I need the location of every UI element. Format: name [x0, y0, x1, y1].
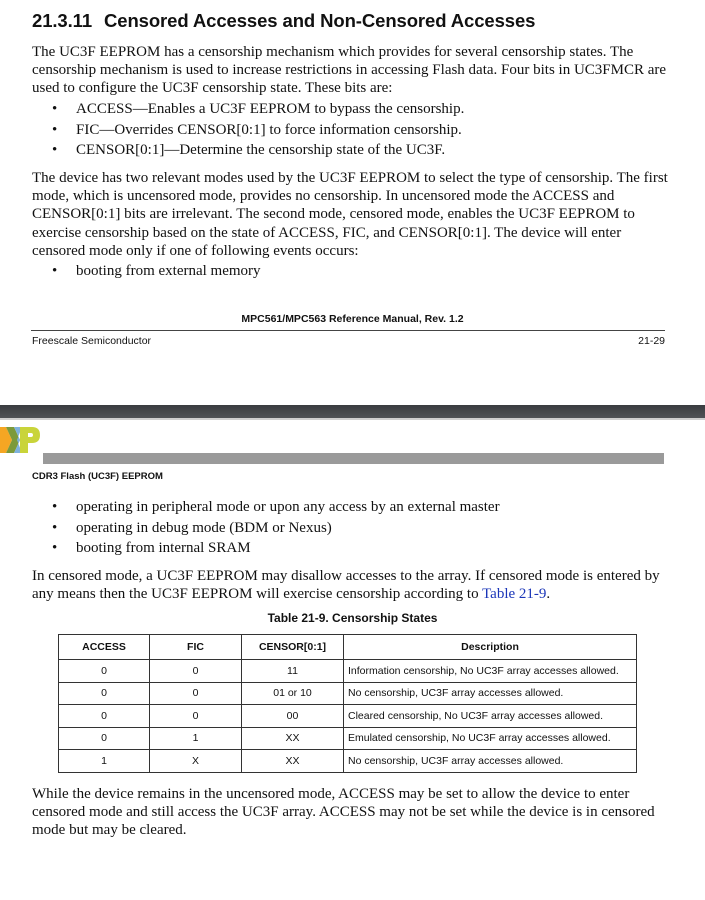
events-list: [52, 261, 261, 282]
cell-access: 0: [59, 682, 150, 705]
table-header-row: [59, 635, 637, 660]
table-row: [59, 682, 637, 705]
column-header-access: ACCESS: [59, 635, 150, 660]
cell-censor: XX: [242, 727, 344, 750]
table-21-9-link[interactable]: Table 21-9: [482, 586, 547, 603]
cell-description: Cleared censorship, No UC3F array accesses allowed.: [344, 705, 637, 728]
modes-paragraph: The device has two relevant modes used by the UC3F EEPROM to select the type of censorship. The first mode, which is uncensored mode, provides no censorship. In uncensored mode the ACCESS and CENSOR[0:1] bits are irrelevant. The second mode, censored mode, enables the UC3F EEPROM to exercise censorship based on the state of ACCESS, FIC, and CENSOR[0:1]. The device will enter censored mode only if one of following events occurs:: [32, 170, 668, 259]
page-separator: [0, 405, 705, 418]
cell-censor: 11: [242, 660, 344, 683]
column-header-description: Description: [344, 635, 637, 660]
bullet-icon: •: [52, 519, 58, 536]
cell-censor: XX: [242, 750, 344, 773]
cell-fic: 1: [150, 727, 242, 750]
cell-censor: 01 or 10: [242, 682, 344, 705]
cell-access: 0: [59, 727, 150, 750]
running-head: CDR3 Flash (UC3F) EEPROM: [32, 471, 163, 482]
cell-fic: 0: [150, 660, 242, 683]
table-row: [59, 750, 637, 773]
closing-paragraph: While the device remains in the uncensored mode, ACCESS may be set to allow the device to enter censored mode and still access the UC3F array. ACCESS may not be set while the device is in censored mode but may be cleared.: [32, 786, 655, 839]
section-heading: [32, 10, 535, 32]
censorship-states-table: [58, 634, 637, 773]
page-separator-edge: [0, 418, 705, 420]
bullet-icon: •: [52, 263, 58, 279]
events-list-continued: [52, 497, 500, 559]
cell-censor: 00: [242, 705, 344, 728]
bullet-icon: •: [52, 142, 58, 158]
list-item: • booting from external memory: [52, 261, 261, 282]
column-header-censor: CENSOR[0:1]: [242, 635, 344, 660]
nxp-logo-icon: [0, 425, 42, 455]
censorship-bits-list: [52, 99, 464, 161]
footer-publisher: Freescale Semiconductor: [32, 335, 152, 347]
cell-description: Information censorship, No UC3F array accesses allowed.: [344, 660, 637, 683]
list-item: • CENSOR[0:1]—Determine the censorship state of the UC3F.: [52, 140, 464, 161]
list-item: • booting from internal SRAM: [52, 538, 500, 559]
censored-mode-paragraph: In censored mode, a UC3F EEPROM may disallow accesses to the array. If censored mode is entered by any means then the UC3F EEPROM will exercise censorship according to Table 21-9.: [32, 568, 660, 603]
table-row: [59, 660, 637, 683]
intro-paragraph: The UC3F EEPROM has a censorship mechanism which provides for several censorship states. The censorship mechanism is used to increase restrictions in accessing Flash data. Four bits in UC3FMCR are used to configure the UC3F censorship state. These bits are:: [32, 44, 667, 97]
cell-fic: 0: [150, 682, 242, 705]
section-number: 21.3.11: [32, 10, 93, 31]
list-item: • operating in peripheral mode or upon any access by an external master: [52, 497, 500, 518]
table-title: Table 21-9. Censorship States: [267, 611, 438, 625]
column-header-fic: FIC: [150, 635, 242, 660]
cell-access: 0: [59, 705, 150, 728]
bullet-icon: •: [52, 101, 58, 117]
table-row: [59, 705, 637, 728]
bullet-icon: •: [52, 540, 58, 556]
footer-page-number: 21-29: [638, 335, 665, 347]
header-bar: [43, 453, 664, 464]
list-item: • ACCESS—Enables a UC3F EEPROM to bypass the censorship.: [52, 99, 464, 120]
list-item: • FIC—Overrides CENSOR[0:1] to force information censorship.: [52, 120, 464, 141]
cell-fic: X: [150, 750, 242, 773]
section-title: Censored Accesses and Non-Censored Accesses: [104, 10, 536, 31]
list-item: • operating in debug mode (BDM or Nexus): [52, 518, 500, 539]
cell-description: Emulated censorship, No UC3F array accesses allowed.: [344, 727, 637, 750]
bullet-icon: •: [52, 121, 58, 138]
footer-divider: [31, 330, 665, 331]
cell-fic: 0: [150, 705, 242, 728]
bullet-icon: •: [52, 499, 58, 515]
cell-description: No censorship, UC3F array accesses allowed.: [344, 682, 637, 705]
footer-manual-title: MPC561/MPC563 Reference Manual, Rev. 1.2: [241, 313, 464, 325]
cell-access: 0: [59, 660, 150, 683]
cell-access: 1: [59, 750, 150, 773]
cell-description: No censorship, UC3F array accesses allowed.: [344, 750, 637, 773]
table-row: [59, 727, 637, 750]
